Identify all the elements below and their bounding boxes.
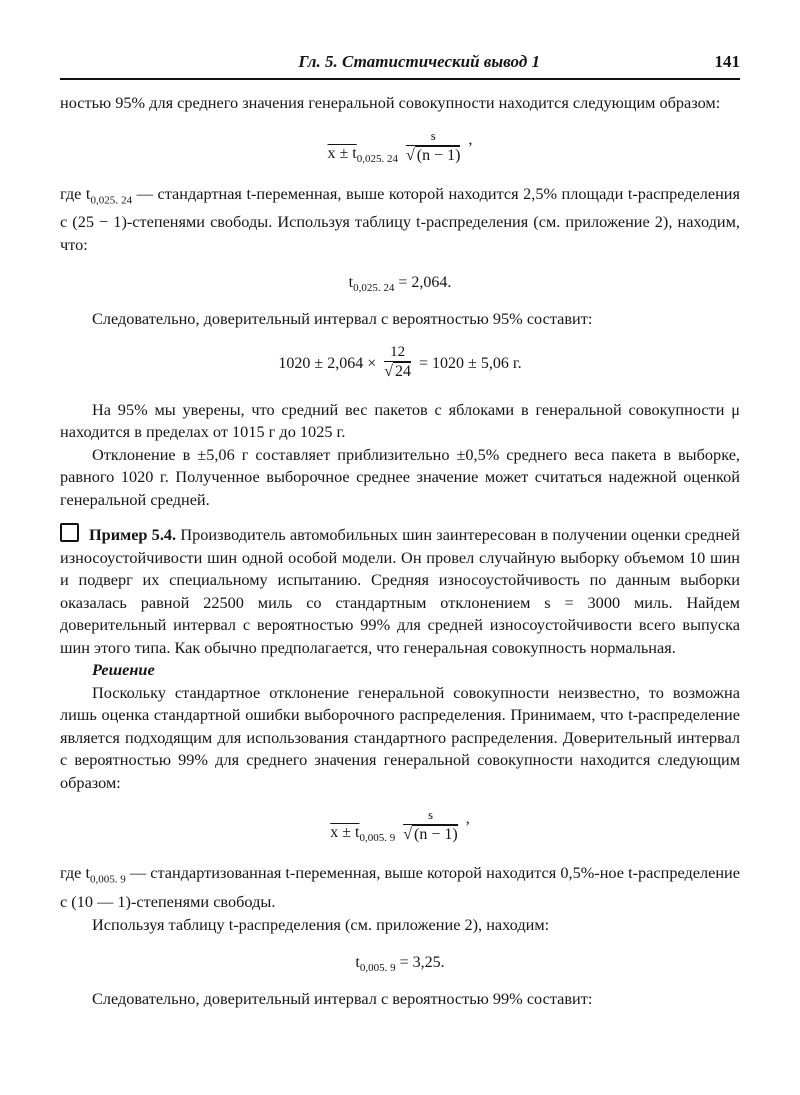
paragraph-confidence: На 95% мы уверены, что средний вес пакетов с яблоками в генеральной совокупности μ находится в пределах от 1015 г до 1025 г. [60,399,740,442]
formula-ci-95: $x \pm t_{0,025. 24}$ $\frac{s}{√ (n - 1)}$ , [327,127,473,165]
paragraph-solution: Поскольку стандартное отклонение генеральной совокупности неизвестно, то возможна лишь оценка стандартной ошибки выборочного распределения. Принимаем, что t-распределение является подходящим для использования стандартного распределения. Доверительный интервал с вероятностью 99% для среднего значения генеральной совокупности находится следующим образом: [60,682,740,792]
chapter-title: Гл. 5. Статистический вывод 1 [298,52,540,71]
paragraph-conclusion-99: Следовательно, доверительный интервал с вероятностью 99% составит: [92,989,593,1008]
t-definition-text: — стандартная t-переменная, выше которой находится 2,5% площади t-распределения с (25 − 1)-степенями свободы. Используя таблицу t-распределения (см. приложение 2), находим, что: [60,183,740,254]
formula-numerator: 12 [384,343,411,362]
formula-denominator: 24 [395,362,412,380]
t-subscript: 0,025. 24 [353,282,395,295]
formula-denominator: (n − 1) [414,826,458,844]
running-header [60,52,740,76]
formula-tail: , [468,130,473,148]
t-symbol: где t [60,183,91,203]
formula-numerator: s [403,806,457,825]
formula-lhs: x ± t [330,824,360,842]
formula-sub: 0,005. 9 [359,832,396,845]
formula-right: = 1020 ± 5,06 г. [419,354,522,372]
example-paragraph [60,523,740,659]
t-definition-text: — стандартизованная t-переменная, выше которой находится 0,5%-ное t-распределение с (10 — 1)-степенями свободы. [60,863,740,911]
paragraph-t-definition-99 [60,862,740,913]
paragraph-t-definition [60,183,740,257]
t-subscript: 0,005. 9 [90,873,126,886]
square-bullet-icon [60,523,79,542]
formula-t-value-99 [60,942,740,976]
formula-numerator: s [406,127,460,146]
paragraph-conclusion-95: Следовательно, доверительный интервал с вероятностью 95% составит: [92,309,593,329]
t-value: = 2,064. [398,274,452,292]
formula-sub: 0,025. 24 [356,152,398,165]
page-number: 141 [714,52,740,71]
formula-ci-99: $x \pm t_{0,005. 9}$ $\frac{s}{√ (n - 1)}$ , [330,807,470,845]
formula-lhs: x ± t [327,144,357,162]
paragraph-deviation: Отклонение в ±5,06 г составляет приблизительно ±0,5% среднего веса пакета в выборке, равного 1020 г. Полученное выборочное среднее значение может считаться надежной оценкой генеральной средней. [60,444,740,509]
formula-ci-computation: 1020 ± 2,064 × $\frac{12}{√ 24}$ = 1020 ± 5,06 г. [278,343,522,380]
formula-t-value-95 [60,262,740,296]
t-symbol: t [348,274,354,292]
formula-denominator: (n − 1) [416,146,461,164]
example-text: Производитель автомобильных шин заинтересован в получении оценки средней износоустойчивости шин одной особой модели. Он провел случайную выборку объемом 10 шин и подверг их специальному испытанию. Средняя износоустойчивость по данным выборки оказалась равной 22500 миль со стандартным отклонением s = 3000 миль. Найдем доверительный интервал с вероятностью 99% для средней износоустойчивости всего выпуска шин этого типа. Как обычно предполагается, что генеральная совокупность нормальная. [60,525,740,657]
t-symbol: где t [60,863,90,883]
example-label: Пример 5.4. [89,525,177,545]
paragraph-table-lookup: Используя таблицу t-распределения (см. приложение 2), находим: [92,914,550,934]
formula-tail: , [465,810,470,828]
solution-heading: Решение [92,660,155,680]
paragraph-continuation: ностью 95% для среднего значения генеральной совокупности находится следующим образом: [60,93,721,112]
header-rule [60,78,740,80]
page-body [60,92,740,1011]
t-subscript: 0,025. 24 [90,193,133,206]
formula-left: 1020 ± 2,064 × [278,354,377,372]
t-subscript: 0,005. 9 [359,962,396,975]
t-symbol: t [355,954,360,971]
t-value: = 3,25. [399,954,445,971]
